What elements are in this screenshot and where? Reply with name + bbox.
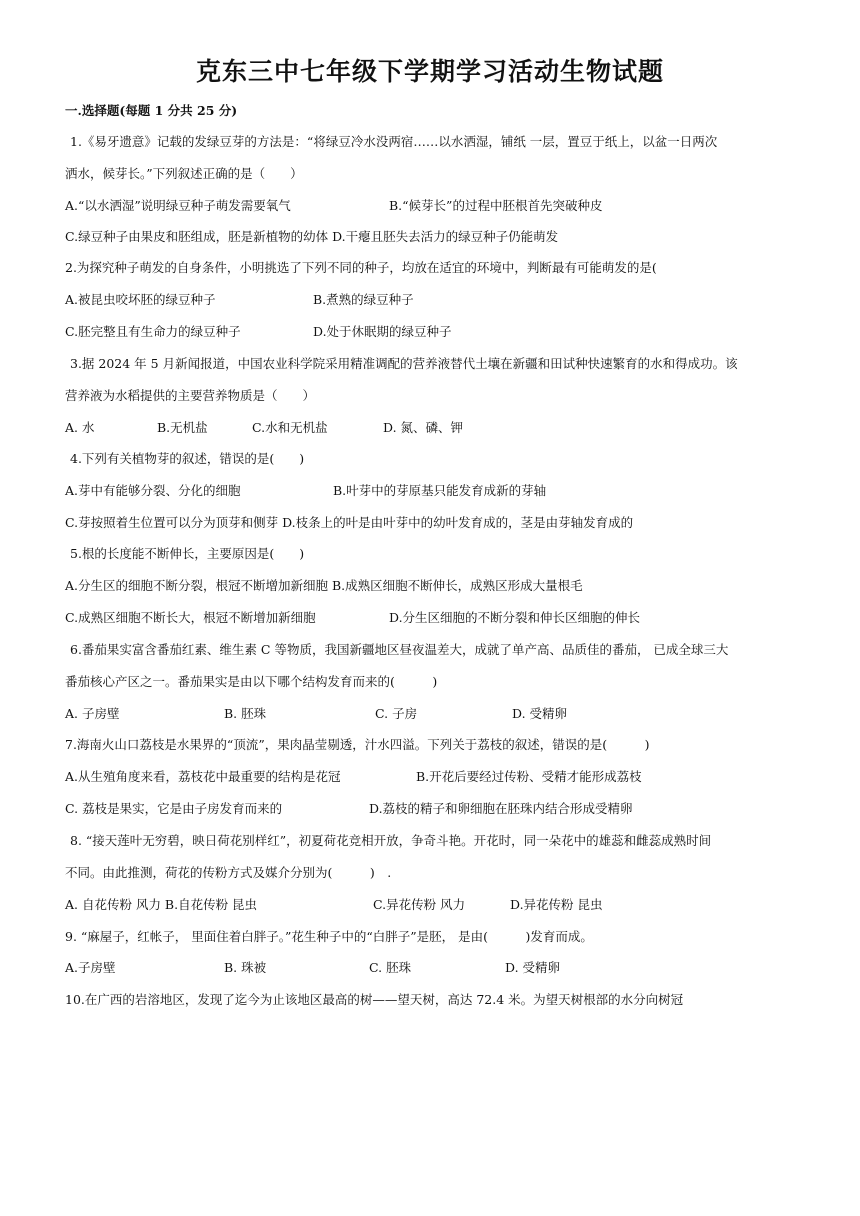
question-2-option-d: D.处于休眠期的绿豆种子	[313, 324, 452, 339]
section-heading: 一.选择题(每题 1 分共 25 分)	[65, 103, 238, 118]
question-6-option-d: D. 受精卵	[512, 706, 568, 721]
question-7-line-1: 7.海南火山口荔枝是水果界的“顶流”，果肉晶莹剔透，汁水四溢。下列关于荔枝的叙述，错误的是( )	[65, 737, 650, 752]
question-2-line-1: 2.为探究种子萌发的自身条件，小明挑选了下列不同的种子，均放在适宜的环境中，判断最有可能萌发的是(	[65, 260, 657, 275]
question-3-option-d: D. 氮、磷、钾	[383, 420, 464, 435]
question-6-option-a: A. 子房壁	[65, 706, 120, 721]
question-9-option-b: B. 珠被	[224, 960, 267, 975]
question-7-option-b: B.开花后要经过传粉、受精才能形成荔枝	[416, 769, 642, 784]
question-3-option-c: C.水和无机盐	[252, 420, 328, 435]
question-4-options-cd: C.芽按照着生位置可以分为顶芽和侧芽 D.枝条上的叶是由叶芽中的幼叶发育成的，茎是由芽轴发育成的	[65, 515, 634, 530]
question-3-line-2: 营养液为水稻提供的主要营养物质是（ ）	[65, 388, 316, 403]
question-6-line-2: 番茄核心产区之一。番茄果实是由以下哪个结构发育而来的( )	[65, 674, 438, 689]
question-2-option-a: A.被昆虫咬坏胚的绿豆种子	[65, 292, 216, 307]
question-4-line-1: 4.下列有关植物芽的叙述，错误的是( )	[70, 451, 305, 466]
question-6-option-b: B. 胚珠	[224, 706, 267, 721]
question-9-option-a: A.子房壁	[65, 960, 116, 975]
page-title: 克东三中七年级下学期学习活动生物试题	[195, 57, 664, 86]
question-6-option-c: C. 子房	[375, 706, 418, 721]
question-7-option-d: D.荔枝的精子和卵细胞在胚珠内结合形成受精卵	[369, 801, 633, 816]
question-9-option-d: D. 受精卵	[505, 960, 561, 975]
question-7-option-c: C. 荔枝是果实，它是由子房发育而来的	[65, 801, 283, 816]
question-1-line-2: 洒水，候芽长。”下列叙述正确的是（ ）	[65, 166, 303, 181]
question-8-options-ab: A. 自花传粉 风力 B.自花传粉 昆虫	[65, 897, 258, 912]
question-1-line-1: 1.《易牙遗意》记载的发绿豆芽的方法是：“将绿豆冷水没两宿……以水洒湿，铺纸 一层，置豆于纸上，以盆一日两次	[70, 134, 718, 149]
question-8-line-1: 8. “接天莲叶无穷碧，映日荷花别样红”，初夏荷花竞相开放，争奇斗艳。开花时，同一朵花中的雄蕊和雌蕊成熟时间	[70, 833, 712, 848]
question-8-line-2: 不同。由此推测，荷花的传粉方式及媒介分别为( ) .	[65, 865, 392, 880]
question-7-option-a: A.从生殖角度来看，荔枝花中最重要的结构是花冠	[65, 769, 341, 784]
question-2-option-c: C.胚完整且有生命力的绿豆种子	[65, 324, 241, 339]
question-5-line-1: 5.根的长度能不断伸长，主要原因是( )	[70, 546, 305, 561]
question-1-option-a: A.“以水洒湿”说明绿豆种子萌发需要氧气	[65, 198, 291, 213]
question-3-option-b: B.无机盐	[157, 420, 208, 435]
question-6-line-1: 6.番茄果实富含番茄红素、维生素 C 等物质，我国新疆地区昼夜温差大，成就了单产高、品质佳的番茄， 已成全球三大	[70, 642, 729, 657]
question-5-option-c: C.成熟区细胞不断长大，根冠不断增加新细胞	[65, 610, 316, 625]
question-2-option-b: B.煮熟的绿豆种子	[313, 292, 414, 307]
question-3-line-1: 3.据 2024 年 5 月新闻报道，中国农业科学院采用精准调配的营养液替代土壤在新疆和田试种快速繁育的水和得成功。该	[70, 356, 738, 371]
question-1-option-b: B.“候芽长”的过程中胚根首先突破种皮	[389, 198, 603, 213]
question-9-line-1: 9. “麻屋子，红帐子， 里面住着白胖子。”花生种子中的“白胖子”是胚， 是由( )发育而成。	[65, 929, 593, 944]
question-8-option-c: C.异花传粉 风力	[373, 897, 466, 912]
question-4-option-b: B.叶芽中的芽原基只能发育成新的芽轴	[333, 483, 547, 498]
question-5-option-d: D.分生区细胞的不断分裂和伸长区细胞的伸长	[389, 610, 641, 625]
question-9-option-c: C. 胚珠	[369, 960, 412, 975]
question-3-option-a: A. 水	[65, 420, 95, 435]
question-5-options-ab: A.分生区的细胞不断分裂，根冠不断增加新细胞 B.成熟区细胞不断伸长，成熟区形成大量根毛	[65, 578, 583, 593]
question-8-option-d: D.异花传粉 昆虫	[510, 897, 603, 912]
question-4-option-a: A.芽中有能够分裂、分化的细胞	[65, 483, 241, 498]
question-1-options-cd: C.绿豆种子由果皮和胚组成，胚是新植物的幼体 D.干瘪且胚失去活力的绿豆种子仍能萌发	[65, 229, 559, 244]
question-10-line-1: 10.在广西的岩溶地区，发现了迄今为止该地区最高的树——望天树，高达 72.4 米。为望天树根部的水分向树冠	[65, 992, 684, 1007]
